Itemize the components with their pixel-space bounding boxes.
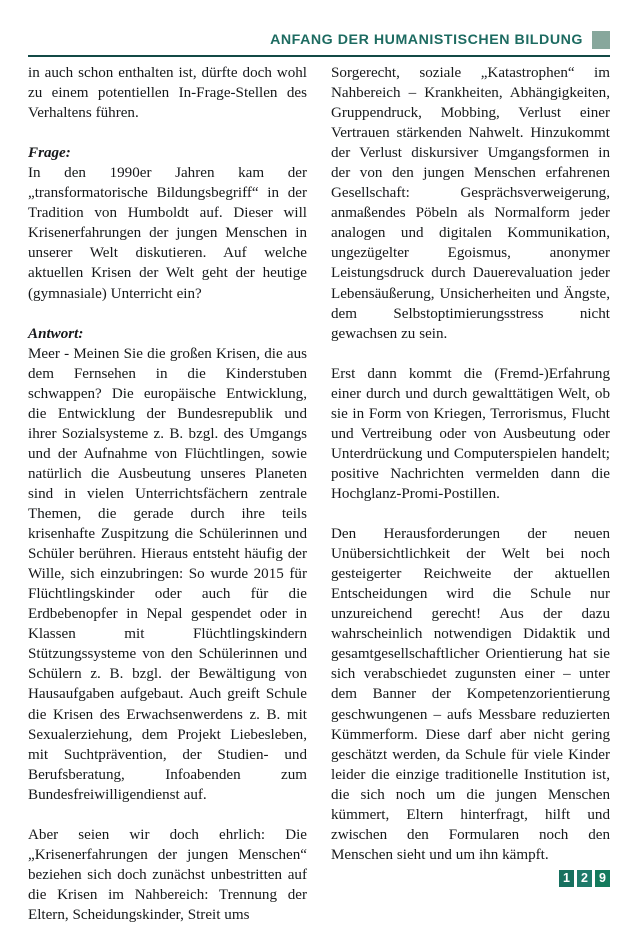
answer-paragraph-2: Aber seien wir doch ehrlich: Die „Krisenerfahrungen der jungen Menschen“ beziehen sich doch zunächst unbestritten auf die Krisen im Nahbereich: Trennung der Eltern, Scheidungskinder, Streit ums bbox=[28, 826, 307, 923]
right-paragraph-3: Den Herausforderungen der neuen Unübersichtlichkeit der Welt bei noch gesteigerter Reichweite der aktuellen Entscheidungen wird die Schule nur unzureichend gerecht! Aus der dazu wahrscheinlich notwendigen Didaktik und gesamtgesellschaftlicher Orientierung hat sie sich verabschiedet zugunsten einer – unter dem Banner der Kompetenzorientierung geschwungenen – aufs Messbare reduzierten Kümmerform. Diese darf aber nicht gering geschätzt werden, da Schule für viele Kinder leider die einzige traditionelle Institution ist, die sich noch um die jungen Menschen kümmert, Eltern hinterfragt, hilft und zwischen den Formularen noch den Menschen sieht und um ihn kämpft. bbox=[331, 526, 610, 863]
folio-digit-2: 2 bbox=[577, 870, 592, 887]
page-number-folio bbox=[559, 870, 610, 887]
continued-paragraph: in auch schon enthalten ist, dürfte doch wohl zu einem potentiellen In-Frage-Stellen des Verhaltens führen. bbox=[28, 65, 307, 122]
question-label: Frage: bbox=[28, 145, 71, 162]
right-paragraph-1: Sorgerecht, soziale „Katastrophen“ im Nahbereich – Krankheiten, Abhängigkeiten, Gruppendruck, Mobbing, Verlust einer Vertrauen stärkenden Nahwelt. Hinzukommt der Verlust diskursiver Umgangsformen in der von den jungen Menschen erfahrenen Gesellschaft: Gesprächsverweigerung, anmaßendes Pöbeln als Normalform jeder analogen und digitalen Kommunikation, ungezügelter Egoismus, anonymer Leistungsdruck durch Dauerevaluation jeder Lebensäußerung, Unsicherheiten und Ängste, dem Selbstoptimierungsstress nicht gewachsen zu sein. bbox=[331, 65, 610, 342]
left-column bbox=[28, 63, 307, 923]
folio-digit-1: 1 bbox=[559, 870, 574, 887]
two-column-body bbox=[28, 63, 610, 923]
answer-label: Antwort: bbox=[28, 325, 84, 342]
running-head-square-icon bbox=[592, 31, 610, 49]
right-paragraph-2: Erst dann kommt die (Fremd-)Erfahrung einer durch und durch gewalttätigen Welt, ob sie in Form von Kriegen, Terrorismus, Flucht und Vertreibung oder von Ausbeutung oder Unterdrückung und Computerspielen handelt; positive Nachrichten vermelden dann die Hochglanz-Promi-Postillen. bbox=[331, 365, 610, 502]
right-column bbox=[331, 63, 610, 863]
header-divider-rule bbox=[28, 55, 610, 57]
folio-digit-3: 9 bbox=[595, 870, 610, 887]
running-head bbox=[28, 26, 610, 54]
running-head-title: ANFANG DER HUMANISTISCHEN BILDUNG bbox=[270, 31, 583, 48]
question-paragraph: In den 1990er Jahren kam der „transformatorische Bildungsbegriff“ in der Tradition von Humboldt auf. Dieser will Krisenerfahrungen der jungen Menschen in unserer Welt diskutieren. Auf welche aktuellen Krisen der Welt geht der heutige (gymnasiale) Unterricht ein? bbox=[28, 165, 307, 302]
answer-paragraph-1: Meer - Meinen Sie die großen Krisen, die aus dem Fernsehen in die Kinderstuben schwappen? Die europäische Entwicklung, die Entwicklung der Bundesrepublik und ihrer Sozialsysteme z. B. bzgl. des Umgangs und der Aufnahme von Flüchtlingen, sowie natürlich die Ausbeutung unseres Planeten sind in vielen Unterrichtsfächern zentrale Themen, die gerade durch ihre teils krisenhafte Zuspitzung die Schülerinnen und Schüler berühren. Hieraus entsteht häufig der Wille, sich einzubringen: So wurde 2015 für Flüchtlingskinder oder auch für die Erdbebenopfer in Nepal gespendet oder in Klassen mit Flüchtlingskindern Stützungssysteme von den Schülerinnen und Schülern z. B. bzgl. der Bewältigung von Hausaufgaben aufgebaut. Auch greift Schule die Krisen des Erwachsenwerdens z. B. mit Sexualerziehung, dem Projekt Liebesleben, mit Suchtprävention, der Studien- und Berufsberatung, Infoabenden zum Bundesfreiwilligendienst auf. bbox=[28, 345, 307, 803]
